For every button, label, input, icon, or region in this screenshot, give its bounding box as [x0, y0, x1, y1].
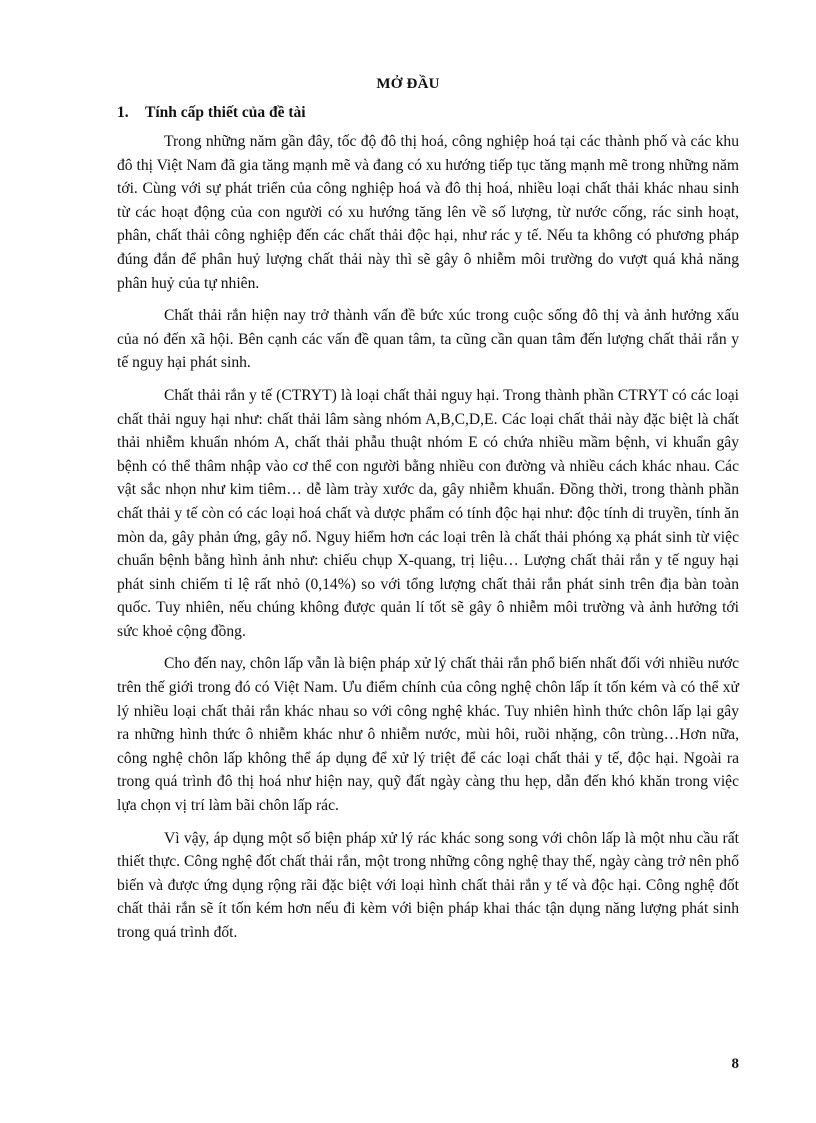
paragraph: Chất thải rắn hiện nay trở thành vấn đề bức xúc trong cuộc sống đô thị và ảnh hưởng xấu của nó đến xã hội. Bên cạnh các vấn đề quan tâm, ta cũng cần quan tâm đến lượng chất thải rắn y tế nguy hại phát sinh. — [117, 307, 739, 372]
paragraph: Trong những năm gần đây, tốc độ đô thị hoá, công nghiệp hoá tại các thành phố và các khu đô thị Việt Nam đã gia tăng mạnh mẽ và đang có xu hướng tiếp tục tăng mạnh mẽ trong những năm tới. Cùng với sự phát triển của công nghiệp hoá và đô thị hoá, nhiều loại chất thải khác nhau sinh từ các hoạt động của con người có xu hướng tăng lên về số lượng, từ nước cống, rác sinh hoạt, phân, chất thải công nghiệp đến các chất thải độc hại, như rác y tế. Nếu ta không có phương pháp đúng đắn để phân huỷ lượng chất thải này thì sẽ gây ô nhiễm môi trường do vượt quá khả năng phân huỷ của tự nhiên. — [117, 133, 739, 292]
document-title: MỞ ĐẦU — [376, 76, 440, 92]
section-number: 1. — [117, 104, 129, 121]
paragraph: Chất thải rắn y tế (CTRYT) là loại chất thải nguy hại. Trong thành phần CTRYT có các loại chất thải nguy hại như: chất thải lâm sàng nhóm A,B,C,D,E. Các loại chất thải này đặc biệt là chất thải nhiễm khuẩn nhóm A, chất thải phẫu thuật nhóm E có chứa nhiều mầm bệnh, vi khuẩn gây bệnh có thể thâm nhập vào cơ thể con người bằng nhiều con đường và nhiều cách khác nhau. Các vật sắc nhọn như kim tiêm… dễ làm trày xước da, gây nhiễm khuẩn. Đồng thời, trong thành phần chất thải y tế còn có các loại hoá chất và dược phẩm có tính độc hại như: độc tính di truyền, tính ăn mòn da, gây phản ứng, gây nổ. Nguy hiểm hơn các loại trên là chất thải phóng xạ phát sinh từ việc chuẩn bệnh bằng hình ảnh như: chiếu chụp X-quang, trị liệu… Lượng chất thải rắn y tế nguy hại phát sinh chiếm tỉ lệ rất nhỏ (0,14%) so với tổng lượng chất thải rắn phát sinh trên địa bàn toàn quốc. Tuy nhiên, nếu chúng không được quản lí tốt sẽ gây ô nhiễm môi trường và ảnh hưởng tới sức khoẻ cộng đồng. — [117, 386, 739, 640]
paragraph: Cho đến nay, chôn lấp vẫn là biện pháp xử lý chất thải rắn phổ biến nhất đối với nhiều nước trên thế giới trong đó có Việt Nam. Ưu điểm chính của công nghệ chôn lấp ít tốn kém và có thể xử lý nhiều loại chất thải rắn khác nhau so với công nghệ khác. Tuy nhiên hình thức chôn lấp lại gây ra những hình thức ô nhiễm khác như ô nhiễm nước, mùi hôi, ruồi nhặng, côn trùng…Hơn nữa, công nghệ chôn lấp không thể áp dụng để xử lý triệt để các loại chất thải y tế, độc hại. Ngoài ra trong quá trình đô thị hoá như hiện nay, quỹ đất ngày càng thu hẹp, dẫn đến khó khăn trong việc lựa chọn vị trí làm bãi chôn lấp rác. — [117, 655, 739, 815]
page-number: 8 — [731, 1056, 739, 1072]
section-heading-text: Tính cấp thiết của đề tài — [145, 104, 306, 121]
section-heading — [117, 104, 306, 122]
paragraph: Vì vậy, áp dụng một số biện pháp xử lý rác khác song song với chôn lấp là một nhu cầu rất thiết thực. Công nghệ đốt chất thải rắn, một trong những công nghệ thay thế, ngày càng trở nên phổ biến và được ứng dụng rộng rãi đặc biệt với loại hình chất thải rắn y tế và độc hại. Công nghệ đốt chất thải rắn sẽ ít tốn kém hơn nếu đi kèm với biện pháp khai thác tận dụng năng lượng phát sinh trong quá trình đốt. — [117, 829, 739, 941]
body-text — [117, 130, 739, 954]
